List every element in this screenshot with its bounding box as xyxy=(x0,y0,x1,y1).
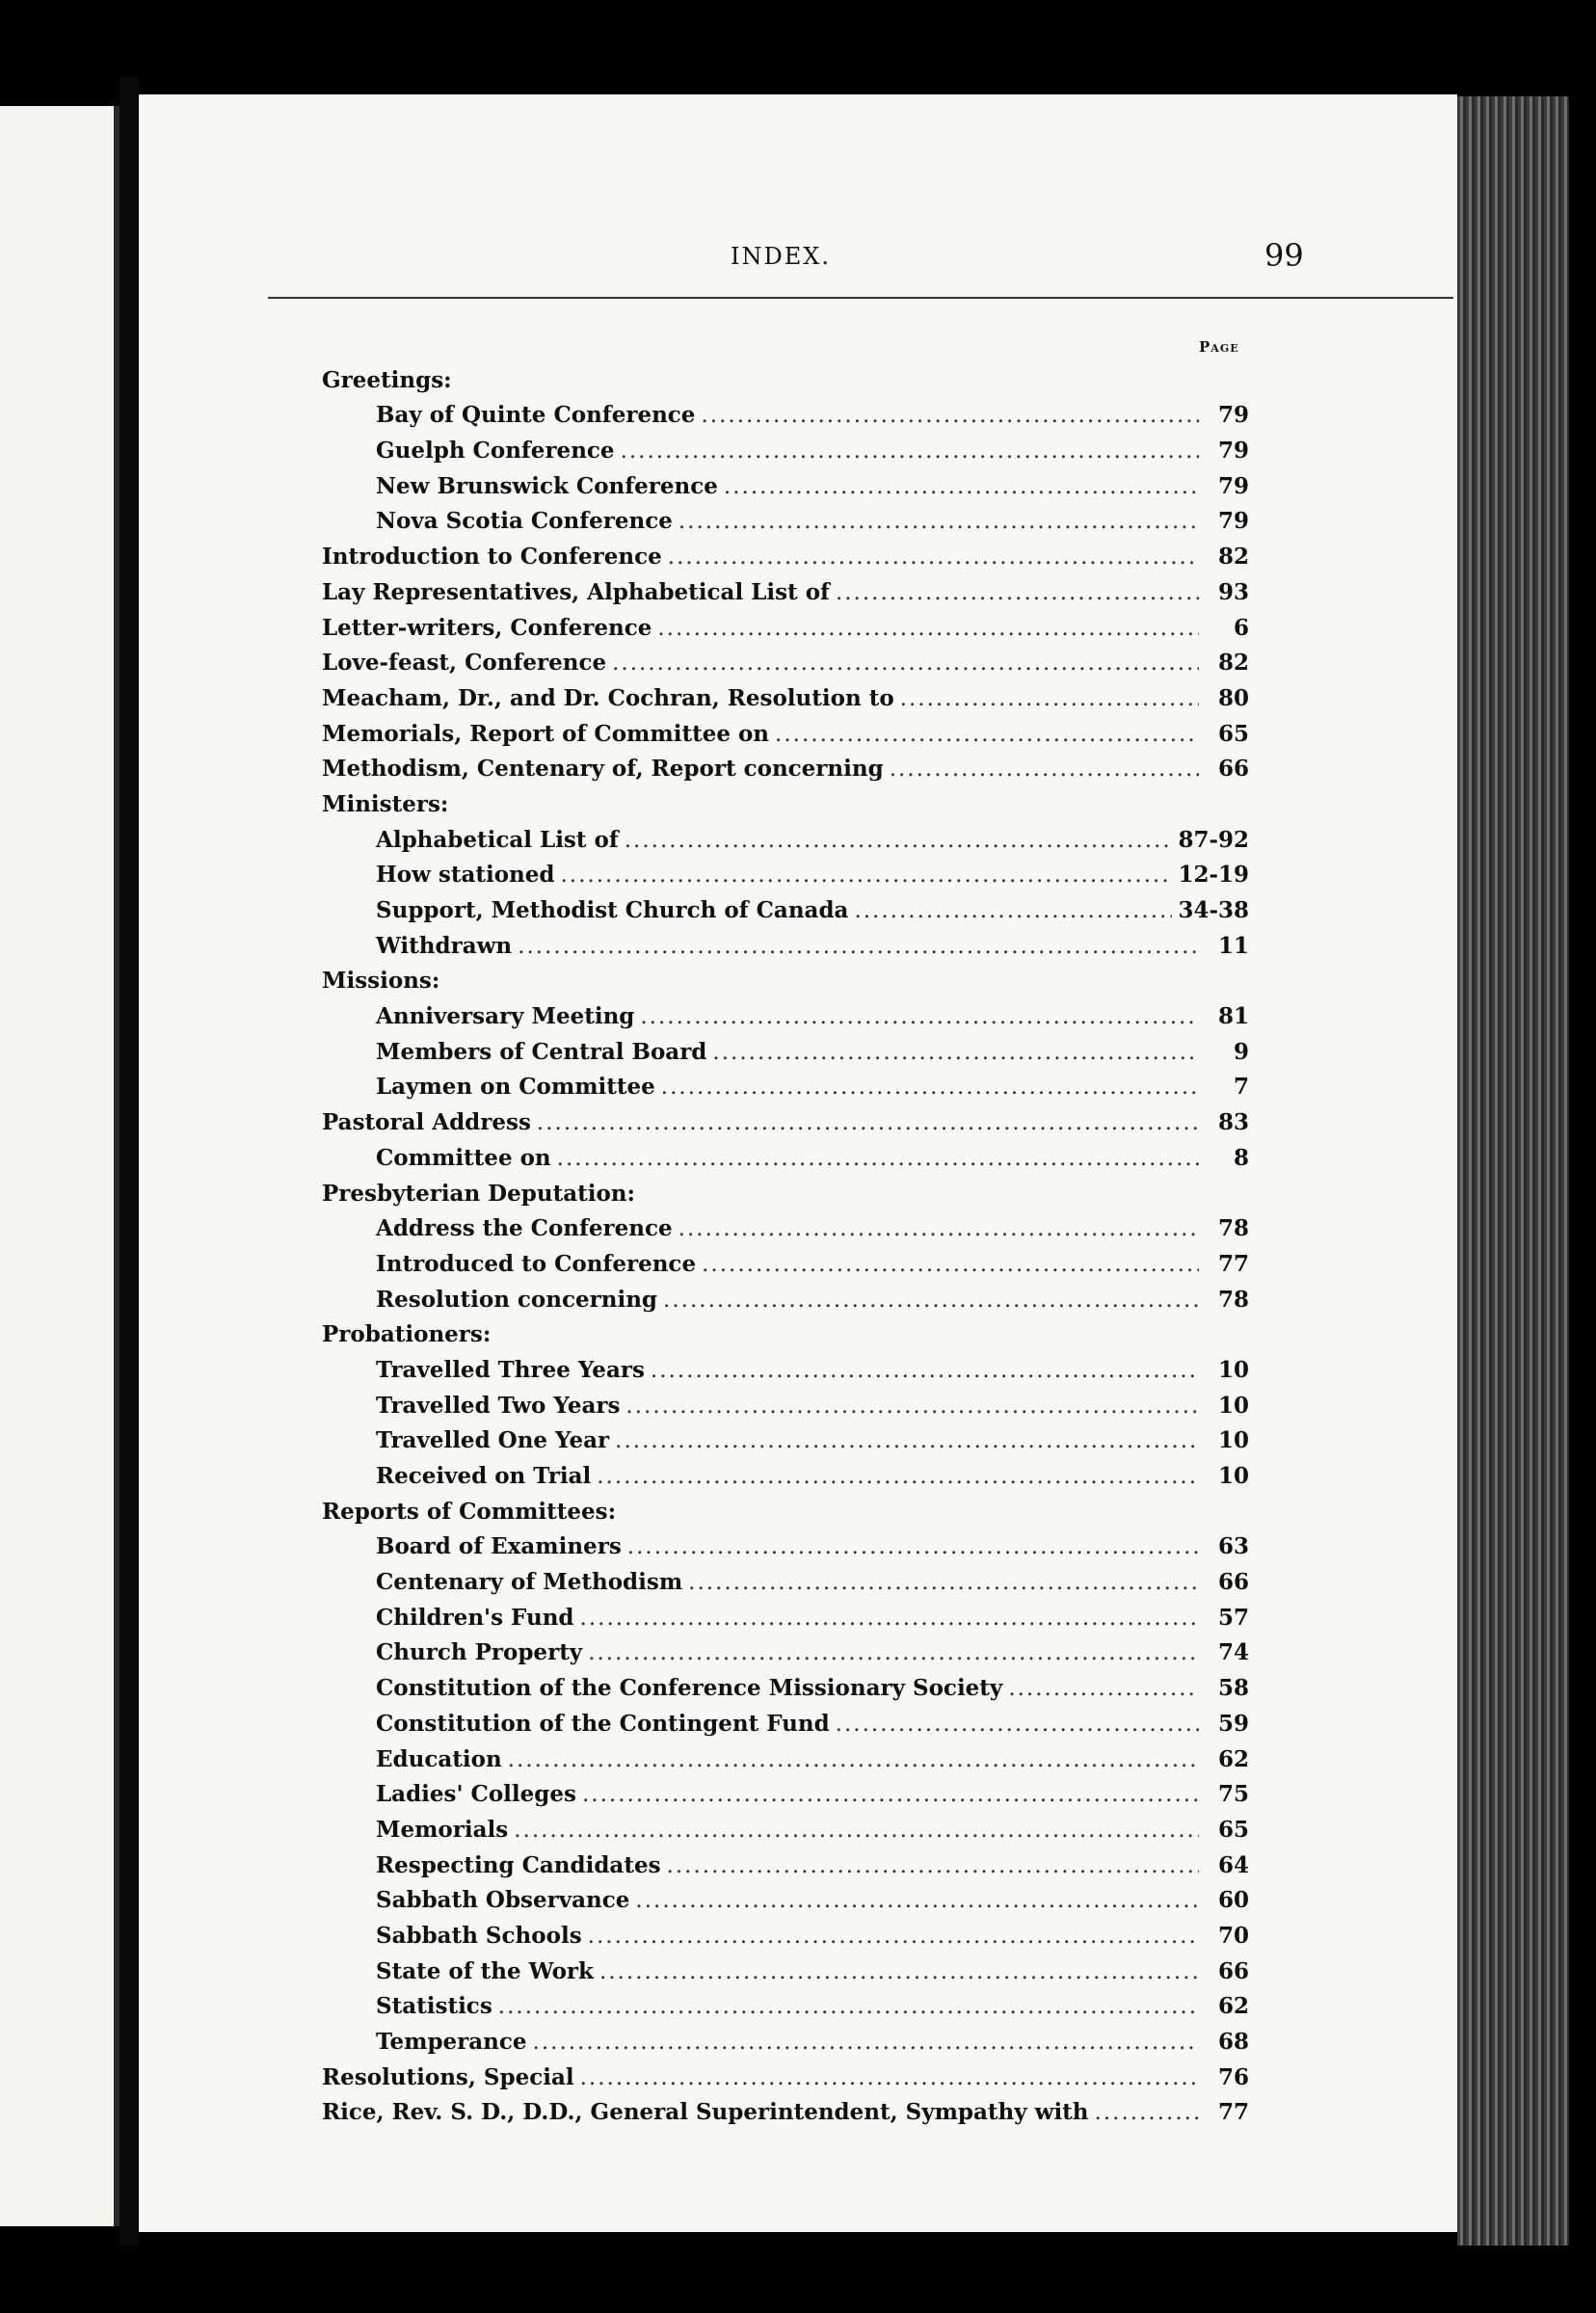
entry-page-number: 77 xyxy=(1217,2099,1249,2126)
index-heading xyxy=(322,1317,1249,1353)
entry-page-number: 62 xyxy=(1217,1745,1249,1772)
index-subentry xyxy=(322,1070,1249,1105)
leader-dots xyxy=(1008,1671,1199,1706)
entry-page-number: 70 xyxy=(1217,1922,1249,1949)
entry-text: Resolution concerning xyxy=(376,1286,658,1313)
index-subentry xyxy=(322,1918,1249,1954)
entry-text: Travelled Two Years xyxy=(376,1392,621,1419)
entry-text: Introduced to Conference xyxy=(376,1250,697,1277)
entry-page-number: 64 xyxy=(1217,1851,1249,1878)
entry-page-number: 9 xyxy=(1233,1038,1249,1065)
entry-page-number: 34-38 xyxy=(1178,897,1249,923)
index-entry xyxy=(322,752,1249,787)
entry-text: How stationed xyxy=(376,862,555,889)
entry-text: Constitution of the Contingent Fund xyxy=(376,1710,830,1737)
leader-dots xyxy=(678,1211,1199,1246)
index-subentry xyxy=(322,1388,1249,1423)
entry-text: Sabbath Schools xyxy=(376,1922,582,1949)
entry-text: State of the Work xyxy=(376,1957,594,1984)
entry-text: Pastoral Address xyxy=(322,1109,531,1136)
index-heading xyxy=(322,1494,1249,1529)
entry-page-number: 83 xyxy=(1217,1109,1249,1136)
leader-dots xyxy=(518,929,1199,964)
index-subentry xyxy=(322,1352,1249,1388)
entry-text: Anniversary Meeting xyxy=(376,1003,635,1030)
leader-dots xyxy=(668,540,1199,574)
leader-dots xyxy=(615,1423,1199,1458)
entry-text: Respecting Candidates xyxy=(376,1851,661,1878)
entry-page-number: 79 xyxy=(1217,472,1249,499)
entry-page-number: 62 xyxy=(1217,1993,1249,2020)
entry-page-number: 82 xyxy=(1217,650,1249,677)
index-subentry xyxy=(322,1140,1249,1176)
index-subentry xyxy=(322,858,1249,893)
leader-dots xyxy=(498,1989,1199,2024)
entry-text: Withdrawn xyxy=(376,932,513,959)
index-entry xyxy=(322,539,1249,574)
leader-dots xyxy=(900,681,1199,716)
index-entry xyxy=(322,680,1249,716)
entry-page-number: 66 xyxy=(1217,756,1249,783)
book-gutter xyxy=(120,77,139,2246)
index-subentry xyxy=(322,928,1249,964)
entry-text: Rice, Rev. S. D., D.D., General Superintendent, Sympathy with xyxy=(322,2099,1089,2126)
entry-text: Members of Central Board xyxy=(376,1038,707,1065)
entry-page-number: 87-92 xyxy=(1178,826,1249,853)
entry-page-number: 76 xyxy=(1217,2063,1249,2090)
entry-page-number: 63 xyxy=(1217,1533,1249,1560)
index-subentry xyxy=(322,1670,1249,1706)
entry-text: Methodism, Centenary of, Report concerning xyxy=(322,756,884,783)
index-subentry xyxy=(322,1282,1249,1317)
index-subentry xyxy=(322,1883,1249,1919)
entry-text: Address the Conference xyxy=(376,1215,673,1242)
entry-text: Introduction to Conference xyxy=(322,544,662,571)
entry-page-number: 79 xyxy=(1217,508,1249,535)
entry-text: Memorials, Report of Committee on xyxy=(322,720,770,747)
leader-dots xyxy=(537,1105,1199,1140)
leader-dots xyxy=(836,1707,1199,1741)
leader-dots xyxy=(775,717,1199,752)
entry-text: Church Property xyxy=(376,1639,583,1666)
entry-page-number: 79 xyxy=(1217,438,1249,465)
entry-text: Constitution of the Conference Missionary Society xyxy=(376,1675,1003,1702)
index-subentry xyxy=(322,892,1249,928)
entry-text: Greetings: xyxy=(322,366,452,393)
index-heading xyxy=(322,786,1249,822)
index-subentry xyxy=(322,1564,1249,1600)
entry-text: Support, Methodist Church of Canada xyxy=(376,897,849,923)
entry-text: Presbyterian Deputation: xyxy=(322,1180,636,1207)
entry-text: Centenary of Methodism xyxy=(376,1569,683,1596)
entry-text: Love-feast, Conference xyxy=(322,650,607,677)
entry-text: Nova Scotia Conference xyxy=(376,508,673,535)
header-rule xyxy=(268,297,1453,299)
leader-dots xyxy=(651,1353,1199,1388)
leader-dots xyxy=(625,823,1173,858)
entry-page-number: 80 xyxy=(1217,684,1249,711)
entry-text: Education xyxy=(376,1745,502,1772)
leader-dots xyxy=(1095,2095,1199,2130)
entry-page-number: 59 xyxy=(1217,1710,1249,1737)
index-subentry xyxy=(322,1848,1249,1883)
entry-page-number: 93 xyxy=(1217,578,1249,605)
index-subentry xyxy=(322,1600,1249,1635)
entry-page-number: 7 xyxy=(1233,1074,1249,1101)
entry-text: Memorials xyxy=(376,1816,509,1843)
entry-page-number: 12-19 xyxy=(1178,862,1249,889)
facing-page-edge xyxy=(0,106,120,2226)
index-entry xyxy=(322,1104,1249,1140)
entry-page-number: 75 xyxy=(1217,1781,1249,1808)
entry-page-number: 66 xyxy=(1217,1569,1249,1596)
leader-dots xyxy=(657,611,1199,646)
index-subentry xyxy=(322,822,1249,858)
index-subentry xyxy=(322,1246,1249,1282)
leader-dots xyxy=(612,646,1199,680)
index-subentry xyxy=(322,1211,1249,1247)
entry-text: Letter-writers, Conference xyxy=(322,614,652,641)
entry-page-number: 74 xyxy=(1217,1639,1249,1666)
entry-text: Meacham, Dr., and Dr. Cochran, Resolution to xyxy=(322,684,894,711)
leader-dots xyxy=(635,1883,1199,1918)
entry-page-number: 78 xyxy=(1217,1286,1249,1313)
entry-text: Ladies' Colleges xyxy=(376,1781,576,1808)
entry-page-number: 11 xyxy=(1217,932,1249,959)
index-subentry xyxy=(322,1777,1249,1813)
entry-text: Temperance xyxy=(376,2029,527,2055)
entry-text: Lay Representatives, Alphabetical List of xyxy=(322,578,830,605)
index-entry xyxy=(322,716,1249,752)
entry-text: Alphabetical List of xyxy=(376,826,619,853)
entry-page-number: 65 xyxy=(1217,1816,1249,1843)
entry-text: Travelled One Year xyxy=(376,1427,610,1454)
index-entry xyxy=(322,646,1249,681)
index-subentry xyxy=(322,1034,1249,1070)
entry-text: Statistics xyxy=(376,1993,492,2020)
index-heading xyxy=(322,964,1249,999)
leader-dots xyxy=(514,1813,1199,1848)
index-subentry xyxy=(322,1635,1249,1671)
entry-page-number: 57 xyxy=(1217,1604,1249,1631)
entry-page-number: 6 xyxy=(1233,614,1249,641)
entry-page-number: 10 xyxy=(1217,1356,1249,1383)
leader-dots xyxy=(580,1601,1199,1635)
leader-dots xyxy=(701,398,1199,433)
entry-page-number: 58 xyxy=(1217,1675,1249,1702)
leader-dots xyxy=(702,1247,1199,1282)
index-subentry xyxy=(322,1423,1249,1459)
entry-page-number: 65 xyxy=(1217,720,1249,747)
leader-dots xyxy=(621,434,1199,468)
leader-dots xyxy=(588,1635,1199,1670)
index-subentry xyxy=(322,1458,1249,1494)
index-entry xyxy=(322,574,1249,610)
entry-page-number: 68 xyxy=(1217,2029,1249,2055)
entry-text: Resolutions, Special xyxy=(322,2063,574,2090)
entry-text: Board of Examiners xyxy=(376,1533,622,1560)
leader-dots xyxy=(712,1035,1199,1070)
index-heading xyxy=(322,1176,1249,1211)
entry-text: Received on Trial xyxy=(376,1463,592,1489)
entry-page-number: 82 xyxy=(1217,544,1249,571)
entry-text: Laymen on Committee xyxy=(376,1074,655,1101)
index-subentry xyxy=(322,1989,1249,2025)
page-number: 99 xyxy=(1264,237,1304,274)
leader-dots xyxy=(597,1459,1199,1494)
index-entry xyxy=(322,2060,1249,2095)
entry-text: Probationers: xyxy=(322,1321,492,1348)
leader-dots xyxy=(533,2025,1199,2060)
index-subentry xyxy=(322,504,1249,540)
index-subentry xyxy=(322,1812,1249,1848)
running-head-title: INDEX. xyxy=(731,243,831,270)
index-subentry xyxy=(322,998,1249,1034)
page-column-label: Page xyxy=(1199,338,1239,356)
leader-dots xyxy=(588,1919,1199,1954)
book-page-edges xyxy=(1457,96,1569,2246)
index-subentry xyxy=(322,433,1249,468)
leader-dots xyxy=(890,752,1199,786)
index-list xyxy=(322,362,1249,2130)
leader-dots xyxy=(678,504,1199,539)
entry-page-number: 81 xyxy=(1217,1003,1249,1030)
entry-text: Committee on xyxy=(376,1144,551,1171)
entry-page-number: 66 xyxy=(1217,1957,1249,1984)
index-subentry xyxy=(322,1741,1249,1777)
entry-page-number: 79 xyxy=(1217,402,1249,429)
index-subentry xyxy=(322,1954,1249,1989)
index-entry xyxy=(322,610,1249,646)
index-page xyxy=(139,94,1457,2232)
leader-dots xyxy=(836,575,1199,610)
entry-page-number: 10 xyxy=(1217,1392,1249,1419)
entry-text: New Brunswick Conference xyxy=(376,472,718,499)
entry-page-number: 78 xyxy=(1217,1215,1249,1242)
leader-dots xyxy=(508,1742,1199,1777)
leader-dots xyxy=(667,1848,1199,1883)
entry-text: Missions: xyxy=(322,968,440,995)
entry-text: Sabbath Observance xyxy=(376,1887,630,1914)
index-subentry xyxy=(322,468,1249,504)
index-entry xyxy=(322,2095,1249,2131)
entry-text: Reports of Committees: xyxy=(322,1498,617,1525)
leader-dots xyxy=(582,1777,1199,1812)
index-heading xyxy=(322,362,1249,398)
index-subentry xyxy=(322,398,1249,434)
entry-page-number: 8 xyxy=(1233,1144,1249,1171)
leader-dots xyxy=(661,1070,1199,1104)
leader-dots xyxy=(561,858,1173,892)
entry-text: Guelph Conference xyxy=(376,438,615,465)
leader-dots xyxy=(854,893,1172,928)
entry-page-number: 77 xyxy=(1217,1250,1249,1277)
leader-dots xyxy=(640,999,1199,1034)
leader-dots xyxy=(580,2060,1199,2095)
entry-text: Travelled Three Years xyxy=(376,1356,645,1383)
leader-dots xyxy=(688,1565,1199,1600)
leader-dots xyxy=(599,1954,1199,1989)
entry-text: Children's Fund xyxy=(376,1604,574,1631)
index-subentry xyxy=(322,1529,1249,1565)
index-subentry xyxy=(322,1706,1249,1741)
leader-dots xyxy=(557,1141,1199,1176)
entry-page-number: 60 xyxy=(1217,1887,1249,1914)
entry-page-number: 10 xyxy=(1217,1427,1249,1454)
leader-dots xyxy=(724,469,1199,504)
entry-text: Bay of Quinte Conference xyxy=(376,402,696,429)
leader-dots xyxy=(627,1529,1199,1564)
entry-text: Ministers: xyxy=(322,790,449,817)
leader-dots xyxy=(663,1283,1199,1317)
entry-page-number: 10 xyxy=(1217,1463,1249,1489)
running-head xyxy=(139,237,1457,276)
leader-dots xyxy=(625,1389,1199,1423)
index-subentry xyxy=(322,2024,1249,2060)
